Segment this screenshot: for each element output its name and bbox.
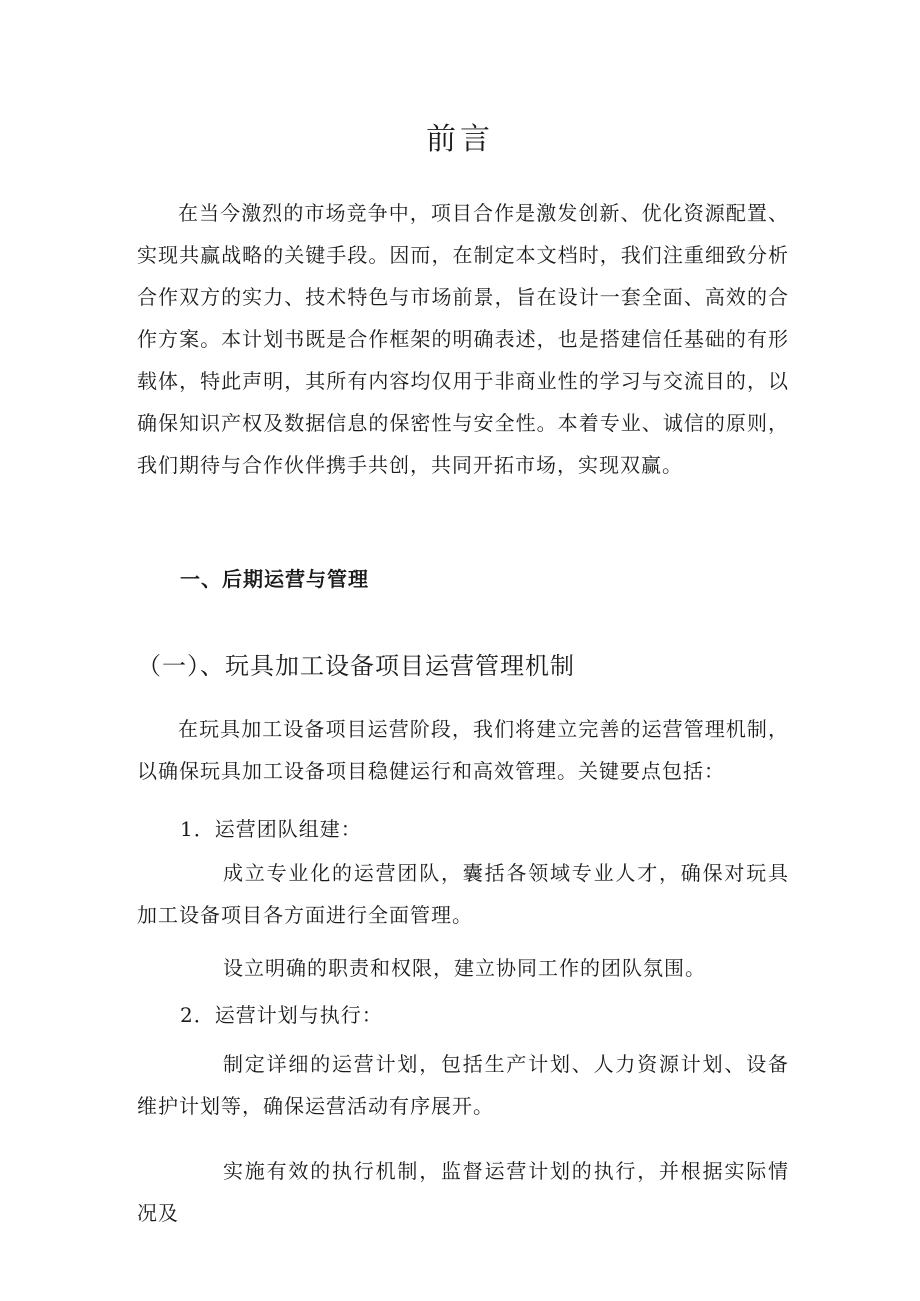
- subsection-intro-paragraph: 在玩具加工设备项目运营阶段，我们将建立完善的运营管理机制，以确保玩具加工设备项目稳健运行和高效管理。关键要点包括：: [137, 717, 789, 783]
- list-item-label: 2．运营计划与执行：: [180, 1003, 383, 1027]
- list-item-paragraph: 设立明确的职责和权限，建立协同工作的团队氛围。: [223, 956, 706, 980]
- preface-paragraph: 在当今激烈的市场竞争中，项目合作是激发创新、优化资源配置、实现共赢战略的关键手段。因而，在制定本文档时，我们注重细致分析合作双方的实力、技术特色与市场前景，旨在设计一套全面、高效的合作方案。本计划书既是合作框架的明确表述，也是搭建信任基础的有形载体，特此声明，其所有内容均仅用于非商业性的学习与交流目的，以确保知识产权及数据信息的保密性与安全性。本着专业、诚信的原则，我们期待与合作伙伴携手共创，共同开拓市场，实现双赢。: [137, 201, 789, 477]
- list-item-paragraph: 实施有效的执行机制，监督运营计划的执行，并根据实际情况及: [137, 1159, 789, 1225]
- subsection-heading: （一）、玩具加工设备项目运营管理机制: [137, 652, 575, 680]
- list-item-paragraph: 制定详细的运营计划，包括生产计划、人力资源计划、设备维护计划等，确保运营活动有序展开。: [137, 1052, 789, 1118]
- list-item-paragraph: 成立专业化的运营团队，囊括各领域专业人才，确保对玩具加工设备项目各方面进行全面管理。: [137, 861, 789, 927]
- list-item-label: 1．运营团队组建：: [180, 817, 362, 841]
- page-title: 前言: [426, 122, 494, 157]
- section-heading: 一、后期运营与管理: [180, 567, 369, 591]
